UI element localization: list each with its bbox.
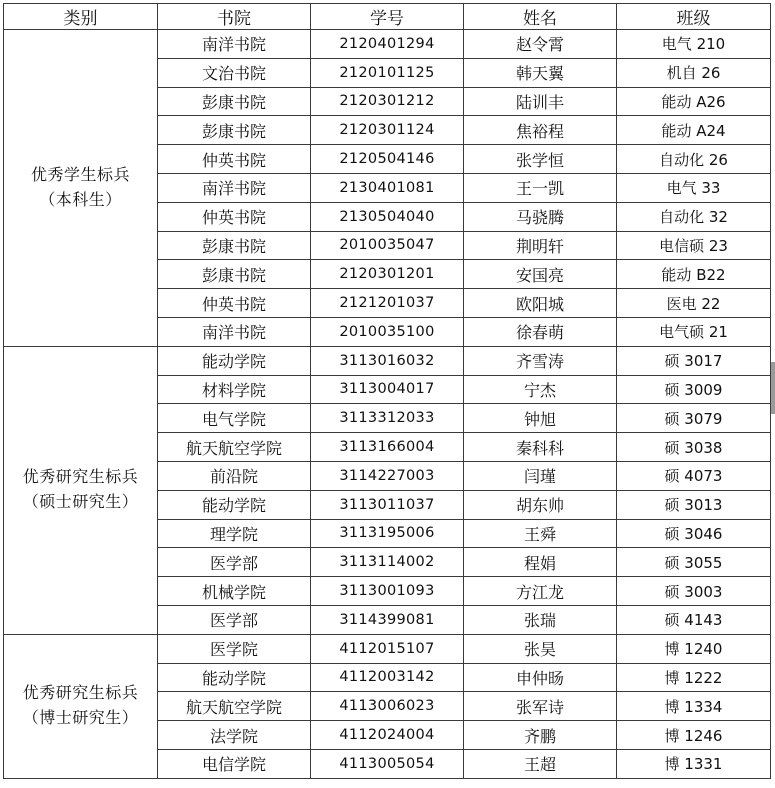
college-cell: 医学院 — [158, 634, 311, 663]
college-cell: 理学院 — [158, 519, 311, 548]
student-id-cell: 3113004017 — [311, 375, 464, 404]
table-body — [4, 30, 771, 779]
college-cell: 电信学院 — [158, 749, 311, 778]
header-college: 书院 — [158, 4, 311, 30]
college-cell: 前沿院 — [158, 461, 311, 490]
class-cell: 能动 A26 — [617, 87, 771, 116]
class-cell: 博 1246 — [617, 721, 771, 750]
college-cell: 医学部 — [158, 605, 311, 634]
class-cell: 硕 3038 — [617, 433, 771, 462]
name-cell: 钟旭 — [464, 404, 617, 433]
name-cell: 闫瑾 — [464, 461, 617, 490]
college-cell: 彭康书院 — [158, 260, 311, 289]
table-row — [4, 634, 771, 663]
class-cell: 电气 210 — [617, 30, 771, 59]
college-cell: 南洋书院 — [158, 317, 311, 346]
class-cell: 能动 A24 — [617, 116, 771, 145]
header-category: 类别 — [4, 4, 158, 30]
category-title: 优秀研究生标兵 — [22, 467, 139, 487]
student-id-cell: 2120301124 — [311, 116, 464, 145]
college-cell: 能动学院 — [158, 346, 311, 375]
college-cell: 能动学院 — [158, 490, 311, 519]
college-cell: 仲英书院 — [158, 289, 311, 318]
name-cell: 张军诗 — [464, 692, 617, 721]
category-subtitle: （博士研究生） — [22, 708, 139, 728]
student-id-cell: 2120101125 — [311, 58, 464, 87]
college-cell: 仲英书院 — [158, 202, 311, 231]
name-cell: 荆明轩 — [464, 231, 617, 260]
name-cell: 陆训丰 — [464, 87, 617, 116]
class-cell: 硕 3009 — [617, 375, 771, 404]
header-row — [4, 4, 771, 30]
student-id-cell: 3114227003 — [311, 461, 464, 490]
student-id-cell: 3113114002 — [311, 548, 464, 577]
class-cell: 硕 3013 — [617, 490, 771, 519]
class-cell: 自动化 32 — [617, 202, 771, 231]
name-cell: 徐春萌 — [464, 317, 617, 346]
award-roster-table — [3, 3, 771, 779]
scrollbar-thumb[interactable] — [771, 362, 775, 414]
class-cell: 自动化 26 — [617, 145, 771, 174]
table-row — [4, 346, 771, 375]
student-id-cell: 2010035100 — [311, 317, 464, 346]
table-header — [4, 4, 771, 30]
class-cell: 能动 B22 — [617, 260, 771, 289]
student-id-cell: 2130401081 — [311, 173, 464, 202]
category-subtitle: （本科生） — [39, 189, 122, 209]
class-cell: 硕 3046 — [617, 519, 771, 548]
name-cell: 张瑞 — [464, 605, 617, 634]
class-cell: 硕 3003 — [617, 577, 771, 606]
student-id-cell: 3113312033 — [311, 404, 464, 433]
name-cell: 焦裕程 — [464, 116, 617, 145]
name-cell: 方江龙 — [464, 577, 617, 606]
college-cell: 航天航空学院 — [158, 433, 311, 462]
student-id-cell: 2120504146 — [311, 145, 464, 174]
class-cell: 硕 4073 — [617, 461, 771, 490]
name-cell: 齐鹏 — [464, 721, 617, 750]
college-cell: 电气学院 — [158, 404, 311, 433]
student-id-cell: 3113001093 — [311, 577, 464, 606]
class-cell: 博 1222 — [617, 663, 771, 692]
name-cell: 申仲旸 — [464, 663, 617, 692]
student-id-cell: 4112003142 — [311, 663, 464, 692]
student-id-cell: 4112015107 — [311, 634, 464, 663]
name-cell: 王舜 — [464, 519, 617, 548]
college-cell: 法学院 — [158, 721, 311, 750]
category-cell — [4, 346, 158, 634]
college-cell: 彭康书院 — [158, 116, 311, 145]
college-cell: 医学部 — [158, 548, 311, 577]
college-cell: 机械学院 — [158, 577, 311, 606]
class-cell: 硕 3017 — [617, 346, 771, 375]
class-cell: 硕 3055 — [617, 548, 771, 577]
student-id-cell: 2120301212 — [311, 87, 464, 116]
name-cell: 齐雪涛 — [464, 346, 617, 375]
student-id-cell: 2130504040 — [311, 202, 464, 231]
college-cell: 彭康书院 — [158, 231, 311, 260]
class-cell: 博 1334 — [617, 692, 771, 721]
class-cell: 电信硕 23 — [617, 231, 771, 260]
college-cell: 文治书院 — [158, 58, 311, 87]
name-cell: 马骁腾 — [464, 202, 617, 231]
category-subtitle: （硕士研究生） — [22, 492, 139, 512]
student-id-cell: 3113016032 — [311, 346, 464, 375]
table-row — [4, 30, 771, 59]
class-cell: 硕 4143 — [617, 605, 771, 634]
name-cell: 胡东帅 — [464, 490, 617, 519]
category-title: 优秀学生标兵 — [30, 165, 130, 185]
category-cell — [4, 30, 158, 347]
student-id-cell: 2121201037 — [311, 289, 464, 318]
category-cell — [4, 634, 158, 778]
class-cell: 电气硕 21 — [617, 317, 771, 346]
college-cell: 南洋书院 — [158, 30, 311, 59]
college-cell: 材料学院 — [158, 375, 311, 404]
header-student-id: 学号 — [311, 4, 464, 30]
name-cell: 韩天翼 — [464, 58, 617, 87]
student-id-cell: 2010035047 — [311, 231, 464, 260]
student-id-cell: 3113011037 — [311, 490, 464, 519]
name-cell: 秦科科 — [464, 433, 617, 462]
college-cell: 彭康书院 — [158, 87, 311, 116]
student-id-cell: 4113005054 — [311, 749, 464, 778]
name-cell: 安国亮 — [464, 260, 617, 289]
name-cell: 欧阳城 — [464, 289, 617, 318]
college-cell: 能动学院 — [158, 663, 311, 692]
category-title: 优秀研究生标兵 — [22, 683, 139, 703]
class-cell: 博 1331 — [617, 749, 771, 778]
student-id-cell: 2120301201 — [311, 260, 464, 289]
class-cell: 电气 33 — [617, 173, 771, 202]
header-name: 姓名 — [464, 4, 617, 30]
class-cell: 医电 22 — [617, 289, 771, 318]
student-id-cell: 3114399081 — [311, 605, 464, 634]
class-cell: 博 1240 — [617, 634, 771, 663]
name-cell: 张昊 — [464, 634, 617, 663]
student-id-cell: 4112024004 — [311, 721, 464, 750]
college-cell: 航天航空学院 — [158, 692, 311, 721]
class-cell: 机自 26 — [617, 58, 771, 87]
college-cell: 南洋书院 — [158, 173, 311, 202]
name-cell: 程娟 — [464, 548, 617, 577]
name-cell: 宁杰 — [464, 375, 617, 404]
name-cell: 张学恒 — [464, 145, 617, 174]
header-class: 班级 — [617, 4, 771, 30]
name-cell: 王一凯 — [464, 173, 617, 202]
college-cell: 仲英书院 — [158, 145, 311, 174]
student-id-cell: 3113195006 — [311, 519, 464, 548]
name-cell: 王超 — [464, 749, 617, 778]
name-cell: 赵令霄 — [464, 30, 617, 59]
class-cell: 硕 3079 — [617, 404, 771, 433]
student-id-cell: 2120401294 — [311, 30, 464, 59]
student-id-cell: 4113006023 — [311, 692, 464, 721]
student-id-cell: 3113166004 — [311, 433, 464, 462]
